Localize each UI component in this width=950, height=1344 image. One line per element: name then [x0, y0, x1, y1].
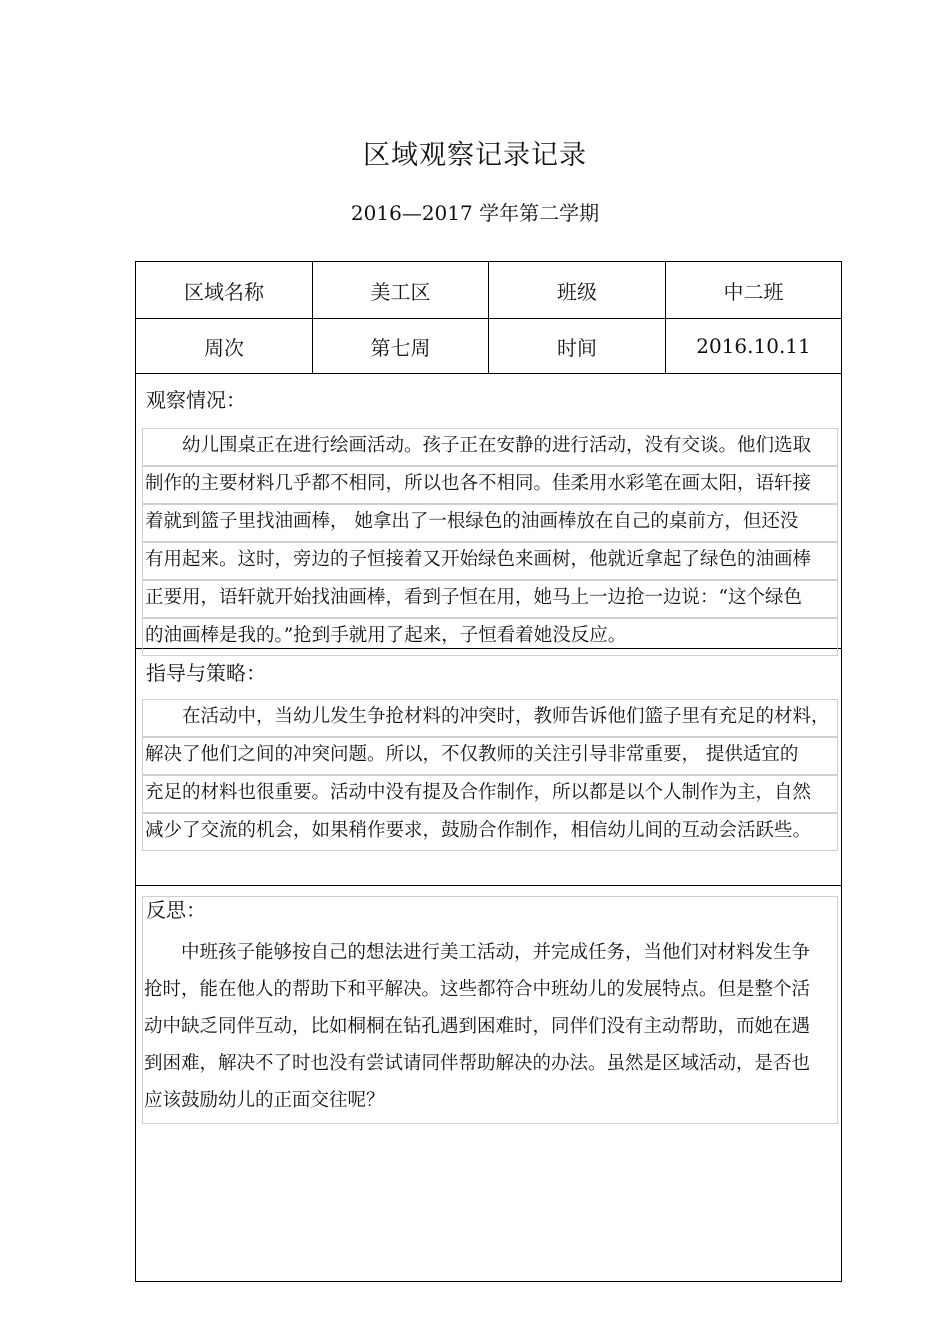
reflection-text [142, 934, 838, 1119]
reflection-line: 中班孩子能够按自己的想法进行美工活动，并完成任务，当他们对材料发生争 [144, 942, 811, 963]
label-week: 周次 [136, 319, 313, 373]
guidance-line: 减少了交流的机会，如果稍作要求，鼓励合作制作，相信幼儿间的互动会活跃些。 [142, 813, 838, 851]
observation-line: 制作的主要材料几乎都不相同，所以也各不相同。佳柔用水彩笔在画太阳，语轩接 [142, 466, 838, 504]
document-title: 区域观察记录记录 [363, 140, 587, 171]
value-class: 中二班 [723, 279, 784, 304]
reflection-line: 抢时，能在他人的帮助下和平解决。这些都符合中班幼儿的发展特点。但是整个活 [144, 979, 811, 1000]
guidance-line: 在活动中，当幼儿发生争抢材料的冲突时，教师告诉他们篮子里有充足的材料， [142, 699, 838, 737]
label-class: 班级 [489, 262, 666, 318]
reflection-line: 应该鼓励幼儿的正面交往呢？ [144, 1090, 385, 1111]
guidance-text [142, 699, 838, 851]
observation-line: 着就到篮子里找油画棒， 她拿出了一根绿色的油画棒放在自己的桌前方，但还没 [142, 504, 838, 542]
value-week: 第七周 [313, 319, 489, 373]
value-date: 2016.10.11 [696, 334, 811, 358]
guidance-line: 充足的材料也很重要。活动中没有提及合作制作，所以都是以个人制作为主，自然 [142, 775, 838, 813]
guidance-line: 解决了他们之间的冲突问题。所以，不仅教师的关注引导非常重要， 提供适宜的 [142, 737, 838, 775]
info-row-2 [136, 319, 841, 374]
observation-line: 的油画棒是我的。”抢到手就用了起来，子恒看着她没反应。 [142, 618, 838, 656]
label-area-name: 区域名称 [136, 262, 313, 318]
observation-heading: 观察情况： [146, 388, 246, 412]
value-area-name: 美工区 [313, 262, 489, 318]
label-date: 时间 [489, 319, 666, 373]
reflection-section [136, 886, 841, 1281]
observation-text [142, 428, 838, 656]
guidance-section [136, 649, 841, 886]
reflection-line: 动中缺乏同伴互动，比如桐桐在钻孔遇到困难时，同伴们没有主动帮助，而她在遇 [144, 1016, 811, 1037]
observation-section [136, 374, 841, 649]
reflection-heading: 反思： [146, 898, 206, 922]
guidance-heading: 指导与策略： [146, 661, 266, 685]
info-row-1 [136, 262, 841, 319]
record-form [135, 261, 842, 1282]
observation-line: 有用起来。这时，旁边的子恒接着又开始绿色来画树，他就近拿起了绿色的油画棒 [142, 542, 838, 580]
observation-line: 幼儿围桌正在进行绘画活动。孩子正在安静的进行活动，没有交谈。他们选取 [142, 428, 838, 466]
observation-line: 正要用，语轩就开始找油画棒，看到子恒在用，她马上一边抢一边说：“这个绿色 [142, 580, 838, 618]
document-subtitle: 2016—2017 学年第二学期 [350, 201, 600, 225]
reflection-line: 到困难，解决不了时也没有尝试请同伴帮助解决的办法。虽然是区域活动，是否也 [144, 1053, 811, 1074]
